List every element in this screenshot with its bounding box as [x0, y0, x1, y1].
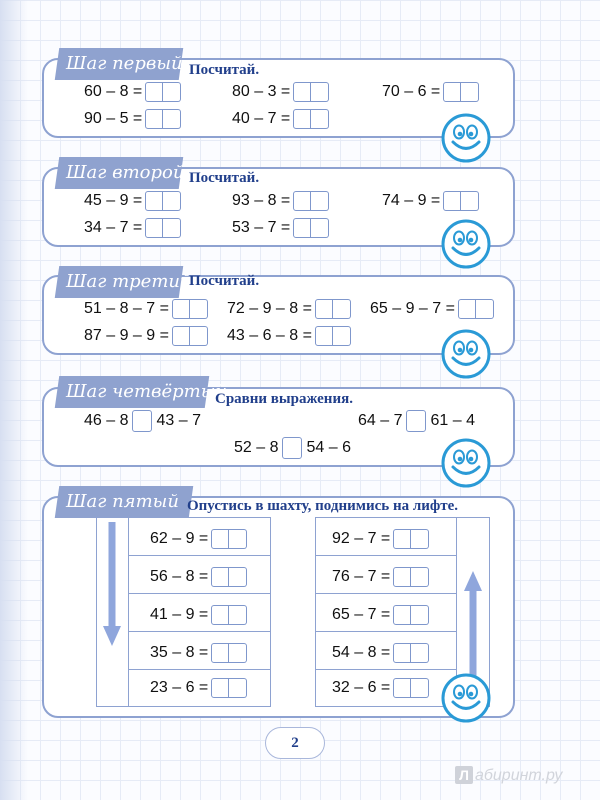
- step2-expr: [232, 190, 329, 212]
- answer-box[interactable]: [315, 326, 351, 346]
- page-edge-shadow: [0, 0, 28, 800]
- answer-box[interactable]: [172, 299, 208, 319]
- compare-right: 61 – 4: [430, 412, 475, 429]
- step5-task: Опустись в шахту, поднимись на лифте.: [187, 498, 459, 514]
- compare-left: 52 – 8: [234, 439, 279, 456]
- expr-text: 23 – 6 =: [150, 679, 209, 696]
- answer-box[interactable]: [393, 643, 429, 663]
- expr-text: 56 – 8 =: [150, 568, 209, 585]
- step1-expr: [84, 108, 181, 130]
- down-expr: [150, 566, 247, 588]
- step1-tab-label: Шаг первый: [66, 53, 183, 74]
- smiley-icon: [440, 218, 492, 270]
- step3-task: Посчитай.: [189, 273, 260, 289]
- smiley-icon: [440, 328, 492, 380]
- expr-text: 54 – 8 =: [332, 644, 391, 661]
- compare-left: 64 – 7: [358, 412, 403, 429]
- expr-text: 51 – 8 – 7 =: [84, 300, 169, 317]
- expr-text: 92 – 7 =: [332, 530, 391, 547]
- smiley-icon: [440, 112, 492, 164]
- shaft-line: [128, 631, 271, 632]
- up-expr: [332, 528, 429, 550]
- answer-box[interactable]: [393, 567, 429, 587]
- expr-text: 35 – 8 =: [150, 644, 209, 661]
- expr-text: 90 – 5 =: [84, 110, 143, 127]
- answer-box[interactable]: [211, 643, 247, 663]
- step4-task: Сравни выражения.: [215, 391, 353, 407]
- step4-tab-label: Шаг четвёртый: [66, 381, 227, 402]
- step2-tab: [55, 157, 183, 189]
- expr-text: 72 – 9 – 8 =: [227, 300, 312, 317]
- step1-expr: [382, 81, 479, 103]
- page-number: 2: [265, 727, 325, 759]
- down-expr: [150, 642, 247, 664]
- up-expr: [332, 604, 429, 626]
- step1-expr: [232, 81, 329, 103]
- shaft-line: [315, 669, 456, 670]
- shaft-line: [128, 669, 271, 670]
- step3-tab: [55, 266, 192, 298]
- step3-expr: [227, 298, 351, 320]
- compare-row: [358, 410, 475, 432]
- answer-box[interactable]: [172, 326, 208, 346]
- answer-box[interactable]: [393, 605, 429, 625]
- step5-tab-label: Шаг пятый: [66, 491, 179, 512]
- answer-box[interactable]: [145, 82, 181, 102]
- step2-tab-label: Шаг второй: [66, 162, 185, 183]
- answer-box[interactable]: [293, 82, 329, 102]
- compare-left: 46 – 8: [84, 412, 129, 429]
- shaft-line: [128, 555, 271, 556]
- answer-box[interactable]: [393, 678, 429, 698]
- expr-text: 76 – 7 =: [332, 568, 391, 585]
- answer-box[interactable]: [458, 299, 494, 319]
- step3-tab-label: Шаг третий: [66, 271, 192, 292]
- smiley-icon: [440, 672, 492, 724]
- shaft-line: [315, 593, 456, 594]
- up-expr: [332, 677, 429, 699]
- watermark-logo: Л: [455, 766, 473, 784]
- up-expr: [332, 642, 429, 664]
- step1-tab: [55, 48, 183, 80]
- step3-expr: [227, 325, 351, 347]
- expr-text: 65 – 7 =: [332, 606, 391, 623]
- step3-expr: [84, 298, 208, 320]
- expr-text: 60 – 8 =: [84, 83, 143, 100]
- down-arrow-icon: [103, 522, 121, 647]
- expr-text: 43 – 6 – 8 =: [227, 327, 312, 344]
- answer-box[interactable]: [443, 191, 479, 211]
- watermark: [455, 766, 562, 785]
- expr-text: 45 – 9 =: [84, 192, 143, 209]
- shaft-line: [315, 631, 456, 632]
- step2-expr: [84, 190, 181, 212]
- expr-text: 70 – 6 =: [382, 83, 441, 100]
- smiley-icon: [440, 437, 492, 489]
- down-expr: [150, 604, 247, 626]
- answer-box[interactable]: [293, 191, 329, 211]
- expr-text: 80 – 3 =: [232, 83, 291, 100]
- compare-right: 43 – 7: [156, 412, 201, 429]
- expr-text: 32 – 6 =: [332, 679, 391, 696]
- answer-box[interactable]: [145, 191, 181, 211]
- expr-text: 93 – 8 =: [232, 192, 291, 209]
- expr-text: 34 – 7 =: [84, 219, 143, 236]
- answer-box[interactable]: [211, 567, 247, 587]
- down-expr: [150, 528, 247, 550]
- expr-text: 62 – 9 =: [150, 530, 209, 547]
- expr-text: 87 – 9 – 9 =: [84, 327, 169, 344]
- step3-expr: [370, 298, 494, 320]
- step1-task: Посчитай.: [189, 62, 260, 78]
- compare-box[interactable]: [282, 437, 302, 459]
- answer-box[interactable]: [393, 529, 429, 549]
- compare-right: 54 – 6: [306, 439, 351, 456]
- compare-box[interactable]: [406, 410, 426, 432]
- answer-box[interactable]: [211, 529, 247, 549]
- expr-text: 65 – 9 – 7 =: [370, 300, 455, 317]
- compare-row: [84, 410, 201, 432]
- answer-box[interactable]: [293, 218, 329, 238]
- step3-expr: [84, 325, 208, 347]
- step2-task: Посчитай.: [189, 170, 260, 186]
- answer-box[interactable]: [211, 678, 247, 698]
- step5-tab: [55, 486, 193, 518]
- step1-expr: [84, 81, 181, 103]
- step2-expr: [382, 190, 479, 212]
- down-expr: [150, 677, 247, 699]
- shaft-line: [128, 517, 129, 707]
- shaft-line: [128, 593, 271, 594]
- step1-expr: [232, 108, 329, 130]
- compare-row: [234, 437, 351, 459]
- compare-box[interactable]: [132, 410, 152, 432]
- expr-text: 41 – 9 =: [150, 606, 209, 623]
- answer-box[interactable]: [145, 218, 181, 238]
- expr-text: 74 – 9 =: [382, 192, 441, 209]
- step2-expr: [232, 217, 329, 239]
- answer-box[interactable]: [293, 109, 329, 129]
- expr-text: 40 – 7 =: [232, 110, 291, 127]
- answer-box[interactable]: [315, 299, 351, 319]
- answer-box[interactable]: [145, 109, 181, 129]
- shaft-line: [315, 555, 456, 556]
- step2-expr: [84, 217, 181, 239]
- answer-box[interactable]: [443, 82, 479, 102]
- step4-tab: [55, 376, 227, 408]
- answer-box[interactable]: [211, 605, 247, 625]
- watermark-text: абиринт.ру: [475, 767, 563, 784]
- up-expr: [332, 566, 429, 588]
- expr-text: 53 – 7 =: [232, 219, 291, 236]
